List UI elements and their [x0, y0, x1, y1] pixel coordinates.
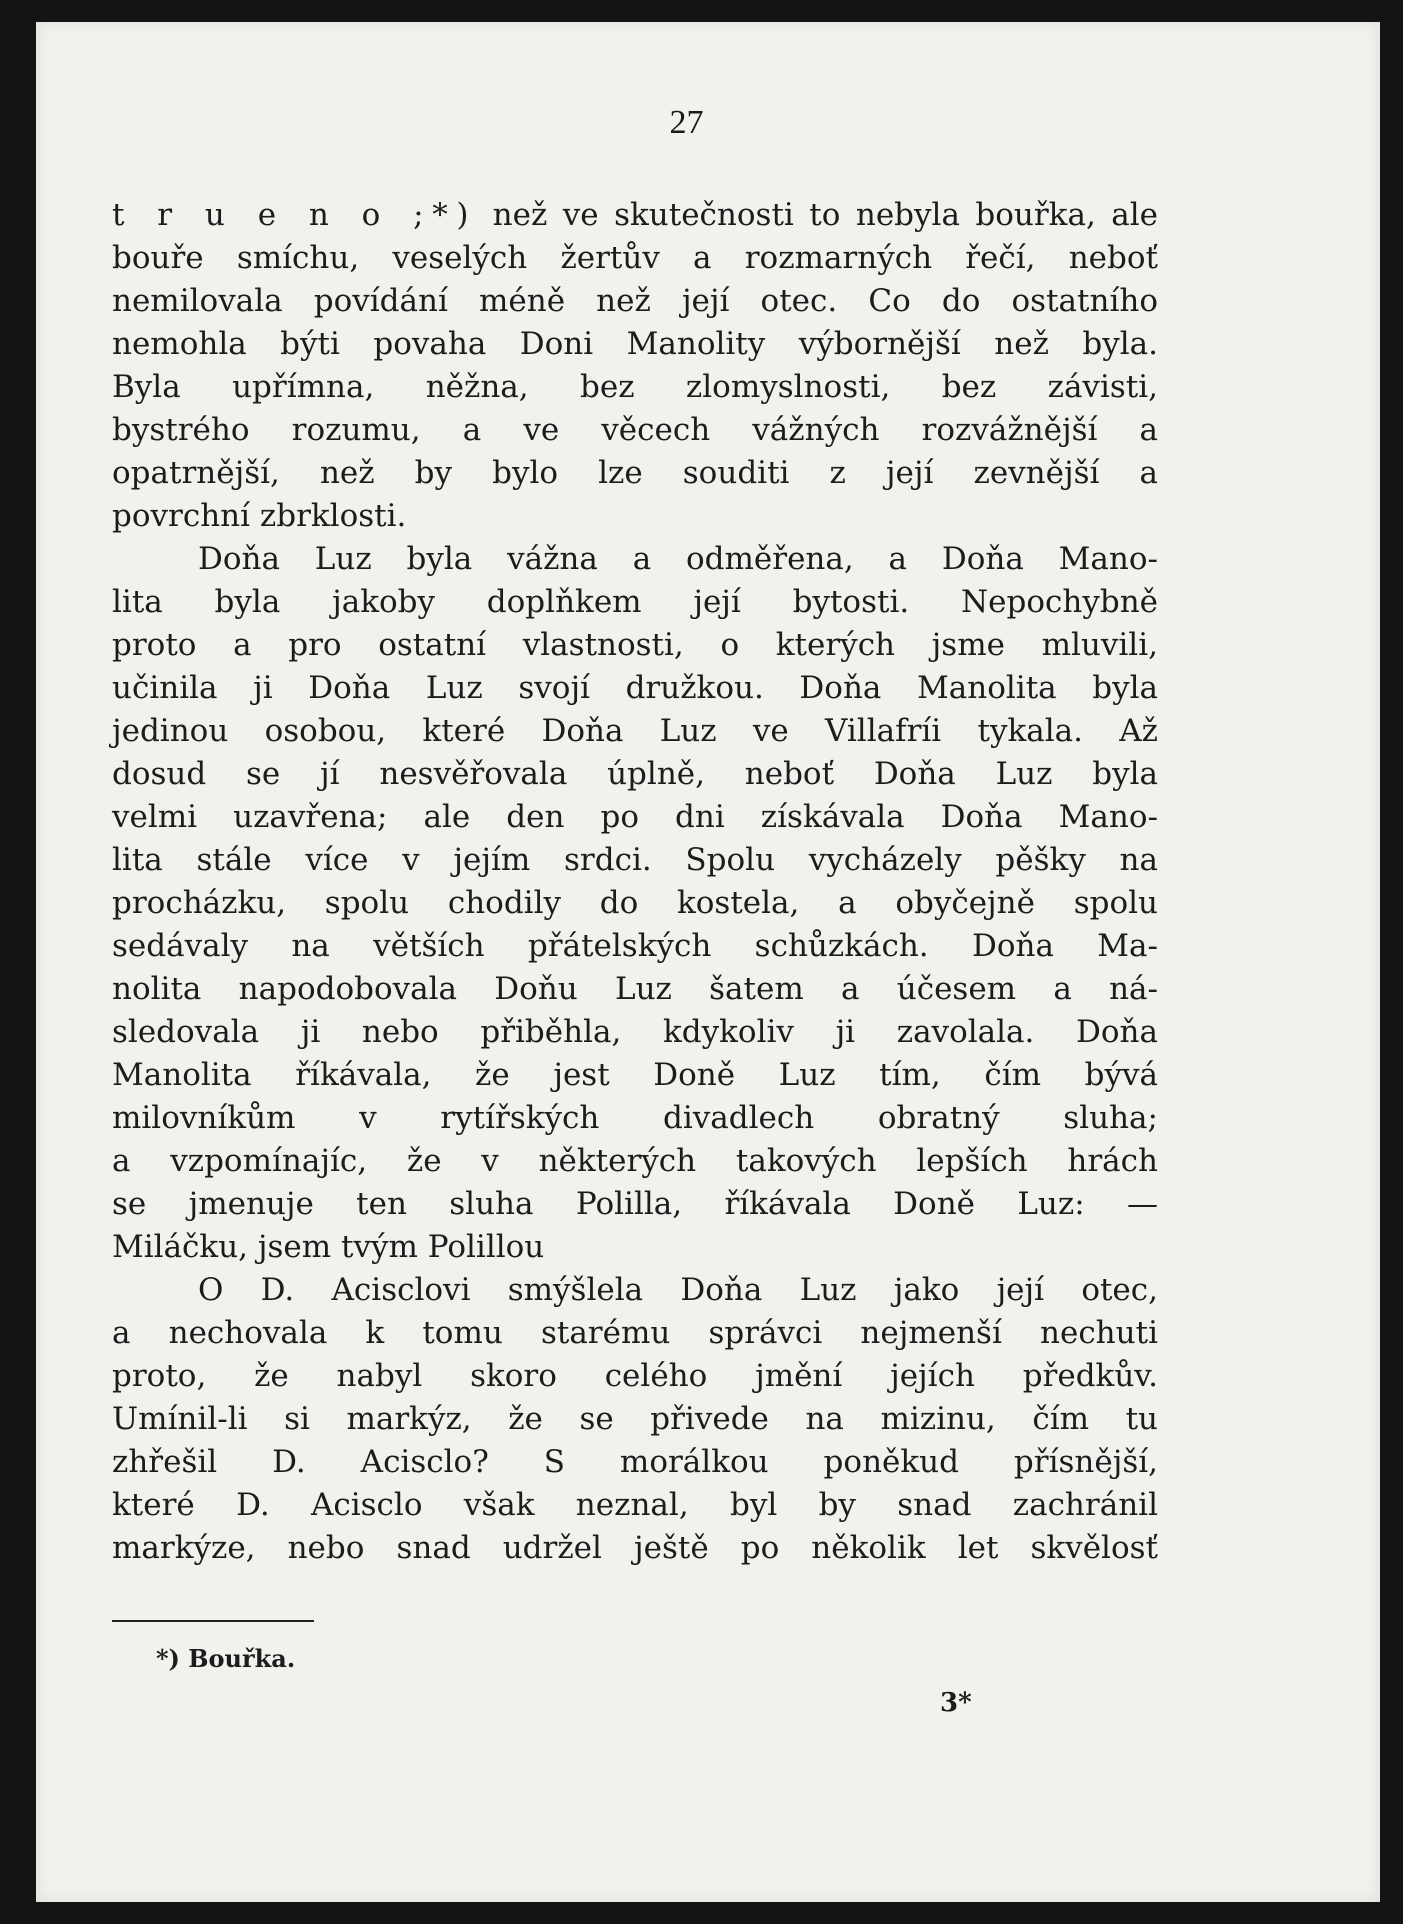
text-line — [112, 710, 1158, 753]
line-text: Byla upřímna, něžna, bez zlomyslnosti, bez závisti, — [112, 369, 1158, 405]
line-text: opatrnější, než by bylo lze souditi z její zevnější a — [112, 455, 1158, 491]
text-line — [112, 1269, 1158, 1312]
line-text: Manolita říkávala, že jest Doně Luz tím, čím bývá — [112, 1057, 1158, 1093]
text-line — [112, 1312, 1158, 1355]
text-line — [112, 194, 1158, 237]
signature-mark: 3* — [940, 1688, 972, 1718]
text-line — [112, 366, 1158, 409]
line-text: než ve skutečnosti to nebyla bouřka, ale — [492, 197, 1158, 233]
text-line — [112, 409, 1158, 452]
book-page — [36, 22, 1380, 1902]
line-text: milovníkům v rytířských divadlech obratný sluha; — [112, 1100, 1158, 1136]
line-text: proto a pro ostatní vlastnosti, o kterých jsme mluvili, — [112, 627, 1158, 663]
text-line — [112, 1355, 1158, 1398]
line-text: markýze, nebo snad udržel ještě po několik let skvělosť — [112, 1530, 1158, 1566]
line-text: Doňa Luz byla vážna a odměřena, a Doňa Mano- — [198, 541, 1158, 577]
line-text: velmi uzavřena; ale den po dni získávala Doňa Mano- — [112, 799, 1158, 835]
text-line — [112, 753, 1158, 796]
text-line — [112, 280, 1158, 323]
line-text: sledovala ji nebo přiběhla, kdykoliv ji zavolala. Doňa — [112, 1014, 1158, 1050]
text-line — [112, 624, 1158, 667]
line-text: O D. Acisclovi smýšlela Doňa Luz jako její otec, — [198, 1272, 1158, 1308]
line-text: zhřešil D. Acisclо? S morálkou poněkud přísnější, — [112, 1444, 1158, 1480]
text-line — [112, 1054, 1158, 1097]
footnote-rule — [112, 1620, 314, 1622]
text-line — [112, 1527, 1158, 1570]
line-text: Miláčku, jsem tvým Polillou — [112, 1229, 545, 1265]
line-text: proto, že nabyl skoro celého jmění jejích předkův. — [112, 1358, 1158, 1394]
spaced-word: t r u e n o ;*) — [112, 197, 478, 233]
text-line — [112, 495, 1158, 538]
line-text: procházku, spolu chodily do kostela, a obyčejně spolu — [112, 885, 1158, 921]
line-text: nemilovala povídání méně než její otec. Co do ostatního — [112, 283, 1158, 319]
line-text: povrchní zbrklosti. — [112, 498, 407, 534]
text-line — [112, 237, 1158, 280]
line-text: a nechovala k tomu starému správci nejmenší nechuti — [112, 1315, 1158, 1351]
line-text: které D. Acisclо však neznal, byl by snad zachránil — [112, 1487, 1158, 1523]
text-line — [112, 1011, 1158, 1054]
line-text: Umínil-li si markýz, že se přivede na mizinu, čím tu — [112, 1401, 1158, 1437]
footnote: *) Bouřka. — [156, 1644, 296, 1673]
text-line — [112, 452, 1158, 495]
text-line — [112, 323, 1158, 366]
line-text: bystrého rozumu, a ve věcech vážných rozvážnější a — [112, 412, 1158, 448]
text-line — [112, 1398, 1158, 1441]
line-text: lita stále více v jejím srdci. Spolu vycházely pěšky na — [112, 842, 1158, 878]
text-line — [112, 1097, 1158, 1140]
text-line — [112, 839, 1158, 882]
text-line — [112, 1183, 1158, 1226]
text-line — [112, 1484, 1158, 1527]
text-line — [112, 968, 1158, 1011]
text-line — [112, 581, 1158, 624]
line-text: a vzpomínajíc, že v některých takových lepších hrách — [112, 1143, 1158, 1179]
line-text: lita byla jakoby doplňkem její bytosti. Nepochybně — [112, 584, 1158, 620]
line-text: nolita napodobovala Doňu Luz šatem a účesem a ná- — [112, 971, 1158, 1007]
text-line — [112, 538, 1158, 581]
line-text: sedávaly na větších přátelských schůzkách. Doňa Ma- — [112, 928, 1158, 964]
line-text: jedinou osobou, které Doňa Luz ve Villafríi tykala. Až — [112, 713, 1158, 749]
line-text: nemohla býti povaha Doni Manolity výbornější než byla. — [112, 326, 1158, 362]
text-line — [112, 1441, 1158, 1484]
page-number: 27 — [669, 104, 704, 141]
text-line — [112, 1140, 1158, 1183]
text-line — [112, 796, 1158, 839]
line-text: bouře smíchu, veselých žertův a rozmarných řečí, neboť — [112, 240, 1158, 276]
text-line — [112, 1226, 1158, 1269]
text-line — [112, 882, 1158, 925]
text-line — [112, 925, 1158, 968]
text-line — [112, 667, 1158, 710]
body-text — [112, 194, 1158, 1570]
line-text: se jmenuje ten sluha Polilla, říkávala Doně Luz: — — [112, 1186, 1158, 1222]
line-text: učinila ji Doňa Luz svojí družkou. Doňa Manolita byla — [112, 670, 1158, 706]
line-text: dosud se jí nesvěřovala úplně, neboť Doňa Luz byla — [112, 756, 1158, 792]
